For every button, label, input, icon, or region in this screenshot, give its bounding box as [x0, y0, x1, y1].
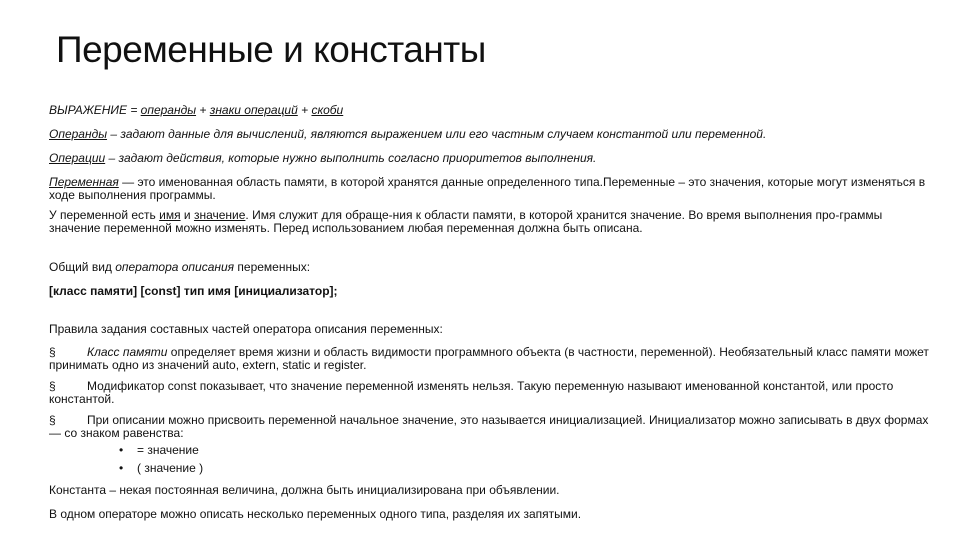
rule-storage-class: § Класс памяти определяет время жизни и область видимости программного объекта (в частности, переменной). Необязательный класс памяти может принимать одно из значений auto, extern, static и register.	[49, 345, 929, 372]
declaration-operator-term: оператора описания	[115, 260, 235, 274]
bullet-icon: •	[119, 443, 124, 457]
op-signs-link: знаки операций	[209, 103, 298, 117]
slide-title: Переменные и константы	[56, 29, 486, 70]
operands-term: Операнды	[49, 127, 108, 141]
multi-declaration-note: В одном операторе можно описать несколько переменных одного типа, разделяя их запятыми.	[49, 507, 582, 521]
storage-class-term: Класс памяти	[87, 345, 168, 359]
variable-definition: Переменная — это именованная область памяти, в которой хранятся данные определенного типа.Переменные – это значения, которые могут изменяться в ходе выполнения программы.	[49, 175, 926, 202]
constant-definition: Константа – некая постоянная величина, должна быть инициализирована при объявлении.	[49, 483, 560, 497]
operations-definition: Операции – задают действия, которые нужно выполнить согласно приоритетов выполнения.	[49, 151, 597, 165]
value-term: значение	[193, 208, 246, 222]
variable-term: Переменная	[49, 175, 119, 189]
section-mark: §	[49, 345, 56, 359]
rules-intro: Правила задания составных частей оператора описания переменных:	[49, 322, 443, 336]
variable-properties: У переменной есть имя и значение. Имя служит для обраще-ния к области памяти, в которой хранится значение. Во время выполнения про-граммы значение переменной можно изменять. Перед использованием любая переменная должна быть описана.	[49, 208, 883, 235]
rule-const-modifier: § Модификатор const показывает, что значение переменной изменять нельзя. Такую переменную называют именованной константой, или просто константой.	[49, 379, 894, 406]
section-mark: §	[49, 413, 56, 427]
operations-term: Операции	[49, 151, 106, 165]
rule-initializer: § При описании можно присвоить переменной начальное значение, это называется инициализацией. Инициализатор можно записывать в двух формах — со знаком равенства:	[49, 413, 929, 440]
brackets-link: скоби	[311, 103, 344, 117]
expression-line: ВЫРАЖЕНИЕ = операнды + знаки операций + скоби	[49, 103, 344, 117]
general-form-line: Общий вид оператора описания переменных:	[49, 260, 311, 274]
declaration-syntax: [класс памяти] [const] тип имя [инициализатор];	[49, 284, 338, 298]
bullet-icon: •	[119, 461, 124, 475]
init-form-equals: • = значение	[119, 443, 199, 457]
name-term: имя	[159, 208, 181, 222]
section-mark: §	[49, 379, 56, 393]
expression-label: ВЫРАЖЕНИЕ	[49, 103, 127, 117]
operands-definition: Операнды – задают данные для вычислений, являются выражением или его частным случаем константой или переменной.	[49, 127, 767, 141]
init-form-parens: • ( значение )	[119, 461, 204, 475]
operands-link: операнды	[140, 103, 197, 117]
